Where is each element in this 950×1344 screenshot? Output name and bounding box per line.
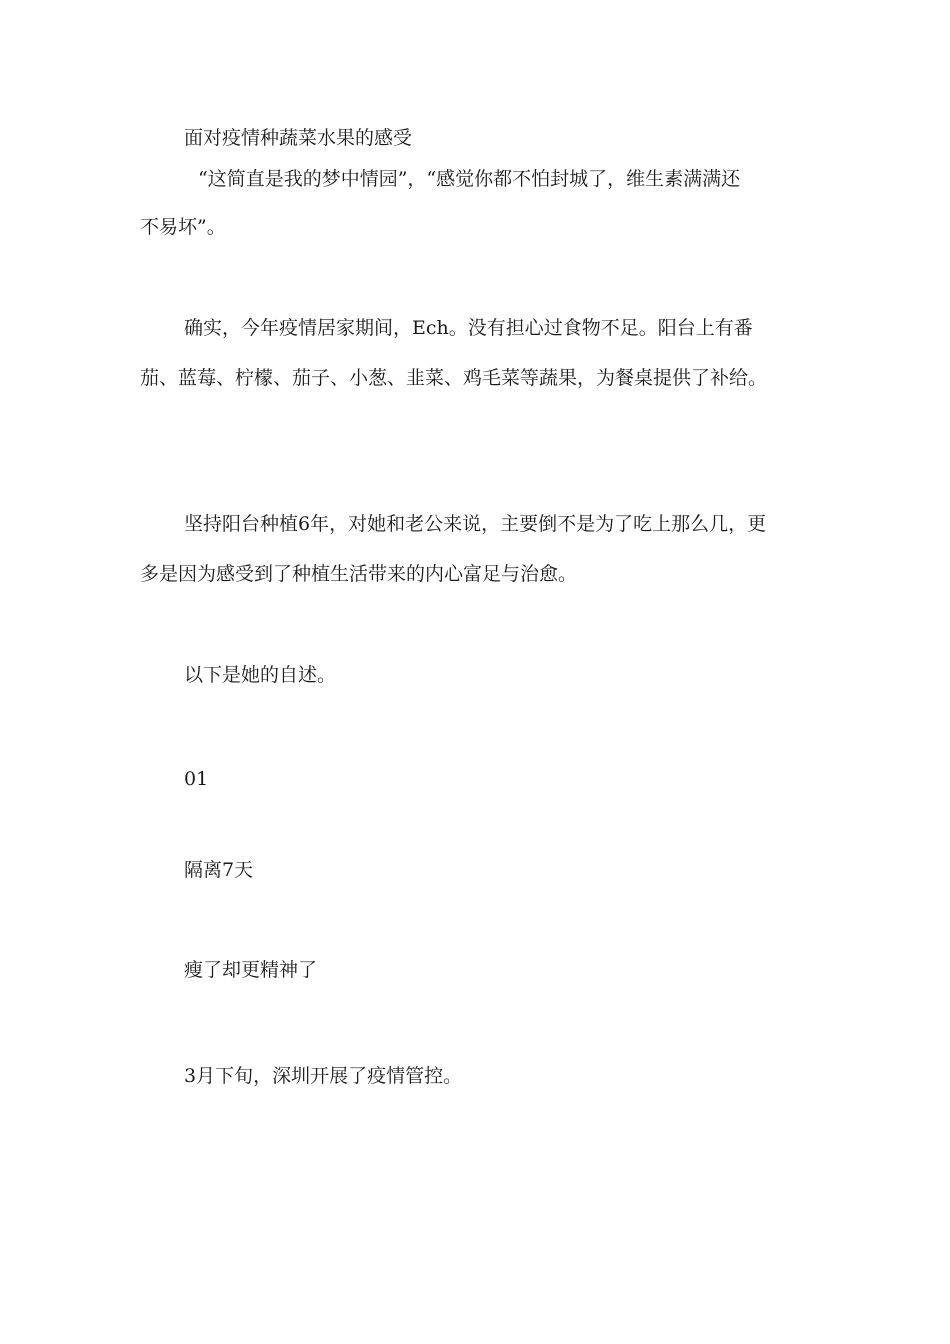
paragraph-4: 以下是她的自述。: [184, 664, 337, 686]
paragraph-5: 3月下旬，深圳开展了疫情管控。: [184, 1065, 463, 1087]
paragraph-3-line-1: 坚持阳台种植6年，对她和老公来说，主要倒不是为了吃上那么几，更: [184, 513, 767, 535]
paragraph-1-line-1: “这简直是我的梦中情园”，“感觉你都不怕封城了，维生素满满还: [198, 168, 741, 190]
section-number: 01: [184, 768, 209, 790]
paragraph-3-line-2: 多是因为感受到了种植生活带来的内心富足与治愈。: [140, 563, 578, 585]
paragraph-1-line-2: 不易坏”。: [140, 216, 226, 238]
section-subheading: 瘦了却更精神了: [184, 959, 318, 981]
section-heading: 隔离7天: [184, 859, 254, 881]
paragraph-2-line-2: 茄、蓝莓、柠檬、茄子、小葱、韭菜、鸡毛菜等蔬果，为餐桌提供了补给。: [140, 367, 768, 389]
paragraph-2-line-1: 确实，今年疫情居家期间，Ech。没有担心过食物不足。阳台上有番: [184, 317, 753, 339]
document-title: 面对疫情种蔬菜水果的感受: [184, 127, 413, 149]
